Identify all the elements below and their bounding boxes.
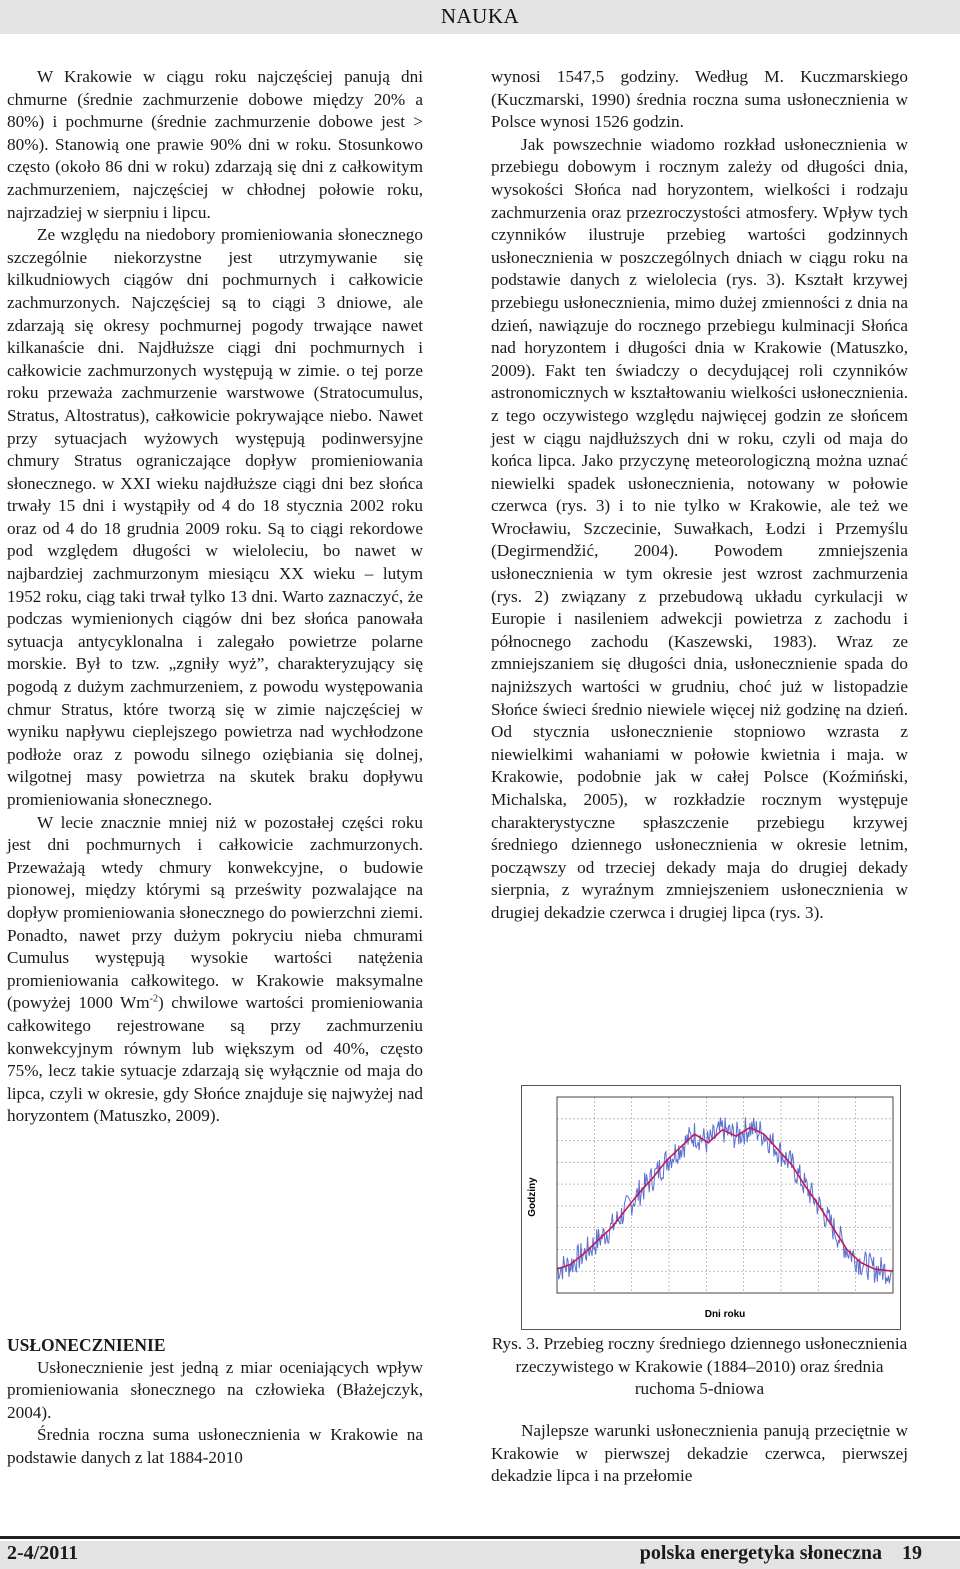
figure-caption: Rys. 3. Przebieg roczny średniego dziennego usłonecznienia rzeczywistego w Krakowie (1884–2010) oraz średnia ruchoma 5-dniowa xyxy=(491,1334,908,1399)
paragraph: Usłonecznienie jest jedną z miar oceniających wpływ promieniowania słonecznego na człowieka (Błażejczyk, 2004). xyxy=(7,1357,423,1422)
left-column xyxy=(7,66,423,1128)
paragraph: wynosi 1547,5 godziny. Według M. Kuczmarskiego (Kuczmarski, 1990) średnia roczna suma usłonecznienia w Polsce wynosi 1526 godzin. xyxy=(491,67,908,132)
y-axis-label: Godziny xyxy=(527,1177,538,1217)
section-heading: USŁONECZNIENIE xyxy=(7,1335,166,1355)
paragraph: Średnia roczna suma usłonecznienia w Krakowie na podstawie danych z lat 1884-2010 xyxy=(7,1425,423,1467)
footer-rule xyxy=(0,1536,960,1539)
section-title: NAUKA xyxy=(440,4,520,28)
figure-sunshine-chart xyxy=(521,1085,901,1330)
paragraph: Jak powszechnie wiadomo rozkład usłonecznienia w przebiegu dobowym i rocznym zależy od długości dnia, wysokości Słońca nad horyzontem, wielkości i rodzaju zachmurzenia oraz przezroczystości atmosfery. Wpływ tych czynników ilustruje przebieg wartości godzinnych usłonecznienia w poszczególnych dniach w ciągu roku na podstawie danych z wielolecia (rys. 3). Kształt krzywej przebiegu usłonecznienia, mimo dużej zmienności z dnia na dzień, nawiązuje do rocznego przebiegu kulminacji Słońca nad horyzontem i długości dnia w Krakowie (Matuszko, 2009). Fakt ten świadczy o decydującej roli czynników astronomicznych w kształtowaniu wielkości usłonecznienia. z tego oczywistego względu najwięcej godzin ze słońcem jest w ciągu najdłuższych dni w roku, czyli od maja do końca lipca. Jako przyczynę meteorologiczną można uznać niewielki spadek usłonecznienia, notowany w połowie czerwca (rys. 3) i to nie tylko w Krakowie, ale też we Wrocławiu, Szczecinie, Suwałkach, Łodzi i Przemyślu (Degirmendžić, 2004). Powodem zmniejszenia usłonecznienia w tym okresie jest wzrost zachmurzenia (rys. 2) związany z przebudową układu cyrkulacji w Europie i nasileniem adwekcji powietrza z zachodu i północnego zachodu (Kaszewski, 1983). Wraz ze zmniejszaniem się długości dnia, usłonecznienie spada do najniższych wartości w grudniu, choć już w listopadzie Słońce świeci średnio niewiele więcej niż godzinę na dzień. Od stycznia usłonecznienie stopniowo wzrasta z niewielkimi wahaniami w połowie kwietnia i maja. w Krakowie, podobnie jak w całej Polsce (Koźmiński, Michalska, 2005), w rozkładzie rocznym występuje charakterystyczne spłaszczenie przebiegu krzywej średniego dziennego usłonecznienia w okresie letnim, począwszy od trzeciej dekady maja do drugiej dekady sierpnia, z wyraźnym zmniejszeniem usłonecznienia w drugiej dekadzie czerwca i drugiej lipca (rys. 3). xyxy=(491,134,908,922)
paragraph: Ze względu na niedobory promieniowania słonecznego szczególnie niekorzystne jest utrzymywanie się kilkudniowych ciągów dni pochmurnych i całkowicie zachmurzonych. Najczęściej są to ciągi 3 dniowe, ale zdarzają się okresy pochmurnej pogody trwające nawet kilkanaście dni. Najdłuższe ciągi dni pochmurnych i całkowicie zachmurzonych występują w zimie. o tej porze roku przeważa zachmurzenie warstwowe (Stratocumulus, Stratus, Altostratus), całkowicie pokrywające niebo. Nawet przy sytuacjach wyżowych występują podinwersyjne chmury Stratus ograniczające dopływ promieniowania słonecznego. w XXI wieku najdłuższe ciągi dni bez słońca trwały 15 dni i wystąpiły od 4 do 18 stycznia 2002 roku oraz od 4 do 18 grudnia 2009 roku. Są to ciągi rekordowe pod względem długości w wieloleciu, bo nawet w najbardziej zachmurzonym miesiącu XX wieku – lutym 1952 roku, ciąg taki trwał tylko 13 dni. Warto zaznaczyć, że podczas wymienionych ciągów dni bez słońca panowała sytuacja antycyklonalna i zalegało powietrze polarne morskie. Był to tzw. „zgniły wyż”, charakteryzujący się pogodą z dużym zachmurzeniem, z powodu występowania chmur Stratus, które tworzą się w zimie najczęściej w wyniku napływu cieplejszego powietrza nad wychłodzone podłoże oraz z powodu silnego oziębiania się dolnej, wilgotnej masy powietrza na skutek braku dopływu promieniowania słonecznego. xyxy=(7,225,423,809)
page-number: 19 xyxy=(902,1542,922,1564)
paragraph: W lecie znacznie mniej niż w pozostałej części roku jest dni pochmurnych i całkowicie zachmurzonych. Przeważają wtedy chmury konwekcyjne, o budowie pionowej, między którymi są prześwity pozwalające na dopływ promieniowania słonecznego do powierzchni ziemi. Ponadto, nawet przy dużym pokryciu nieba chmurami Cumulus występują wysokie wartości natężenia promieniowania całkowitego. w Krakowie maksymalne (powyżej 1000 $Wm^{-2}$) chwilowe wartości promieniowania całkowitego rejestrowane są przy zachmurzeniu konwekcyjnym równym lub większym od 40%, często 75%, lecz takie sytuacje zdarzają się wyłącznie od maja do lipca, czyli w okresie, gdy Słońce znajduje się najwyżej nad horyzontem (Matuszko, 2009). xyxy=(7,812,423,1126)
journal-name: polska energetyka słoneczna xyxy=(639,1542,882,1564)
issue-number: 2-4/2011 xyxy=(7,1542,79,1564)
right-column-continued xyxy=(491,1420,908,1488)
x-axis-label: Dni roku xyxy=(704,1309,746,1320)
paragraph: W Krakowie w ciągu roku najczęściej panują dni chmurne (średnie zachmurzenie dobowe między 20% a 80%) i pochmurne (średnie zachmurzenie dobowe jest > 80%). Stanowią one prawie 90% dni w roku. Stosunkowo często (około 86 dni w roku) zdarzają się dni z całkowitym zachmurzeniem, najczęściej w chłodnej połowie roku, najrzadziej w sierpniu i lipcu. xyxy=(7,67,423,222)
right-column xyxy=(491,66,908,925)
chart-svg xyxy=(521,1085,901,1330)
paragraph: Najlepsze warunki usłonecznienia panują przeciętnie w Krakowie w pierwszej dekadzie czerwca, pierwszej dekadzie lipca i na przełomie xyxy=(491,1421,908,1486)
journal-and-page xyxy=(640,1542,922,1565)
superscript: -2 xyxy=(149,993,158,1005)
section-usloniecznienie xyxy=(7,1334,423,1470)
